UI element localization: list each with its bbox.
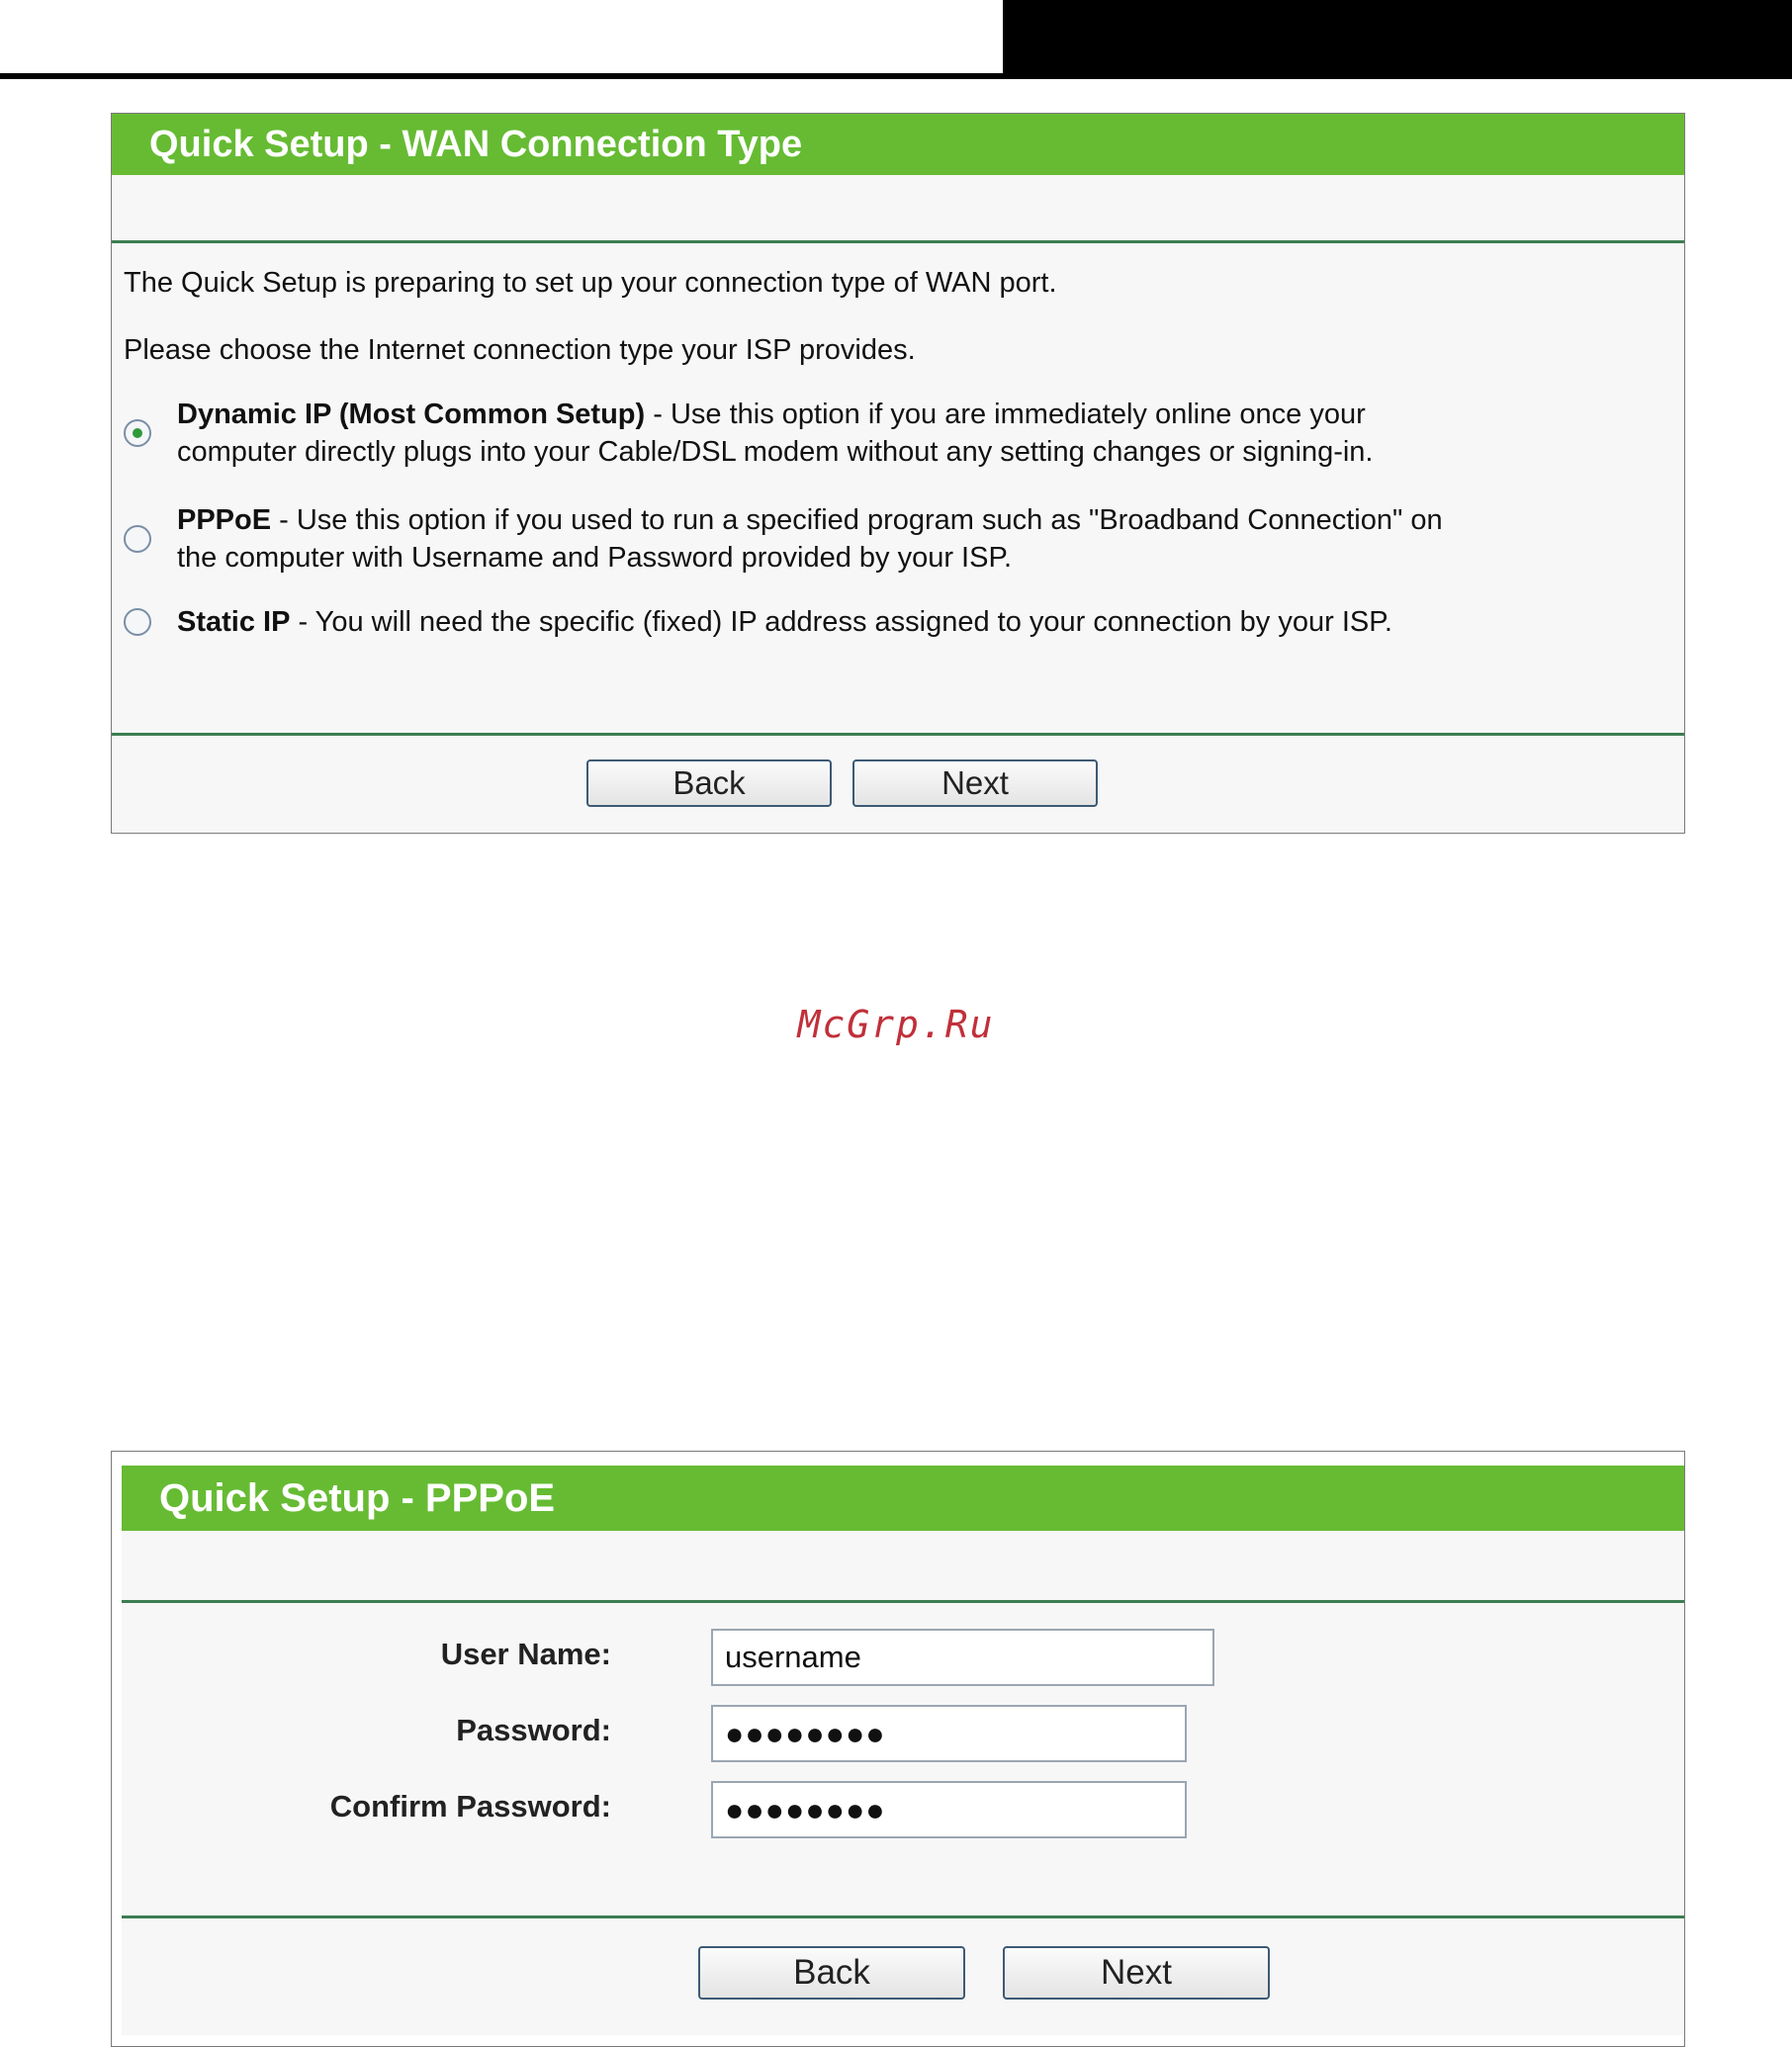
- password-label: Password:: [456, 1713, 611, 1747]
- password-input[interactable]: [711, 1705, 1187, 1762]
- panel-body: [112, 243, 1684, 733]
- radio-static-ip[interactable]: [124, 608, 151, 636]
- pppoe-inner: [122, 1466, 1684, 2035]
- option-pppoe-text: [177, 501, 1443, 577]
- option-dynamic-ip-text: [177, 396, 1374, 471]
- option-name: Dynamic IP (Most Common Setup): [177, 399, 646, 430]
- username-label: User Name:: [440, 1637, 611, 1671]
- intro-text: The Quick Setup is preparing to set up your connection type of WAN port.: [124, 267, 1057, 299]
- option-static-ip[interactable]: [124, 603, 1664, 641]
- back-button[interactable]: Back: [586, 759, 832, 807]
- panel-title: Quick Setup - WAN Connection Type: [112, 114, 1684, 175]
- option-desc-line2: the computer with Username and Password provided by your ISP.: [177, 542, 1013, 574]
- option-pppoe[interactable]: [124, 501, 1664, 577]
- radio-dynamic-ip[interactable]: [124, 419, 151, 447]
- option-name: Static IP: [177, 606, 291, 638]
- panel-title: Quick Setup - PPPoE: [122, 1466, 1684, 1531]
- panel-footer: [112, 733, 1684, 832]
- watermark: McGrp.Ru: [797, 1003, 995, 1046]
- confirm-password-label: Confirm Password:: [329, 1789, 611, 1824]
- next-button[interactable]: Next: [1003, 1946, 1270, 2000]
- pppoe-panel: [111, 1451, 1685, 2047]
- top-black-bar: [1003, 0, 1792, 73]
- option-desc-line1: - Use this option if you used to run a specified program such as "Broadband Connection" on: [271, 504, 1443, 536]
- option-desc-line1: - Use this option if you are immediately online once your: [645, 399, 1366, 430]
- radio-pppoe[interactable]: [124, 525, 151, 553]
- confirm-password-input[interactable]: [711, 1781, 1187, 1838]
- panel-subheader: [112, 175, 1684, 243]
- panel-body: [122, 1603, 1684, 1915]
- next-button[interactable]: Next: [852, 759, 1098, 807]
- top-rule: [0, 73, 1792, 79]
- option-dynamic-ip[interactable]: [124, 396, 1664, 471]
- option-name: PPPoE: [177, 504, 272, 536]
- prompt-text: Please choose the Internet connection type your ISP provides.: [124, 334, 916, 366]
- panel-footer: [122, 1915, 1684, 2035]
- username-input[interactable]: [711, 1629, 1214, 1686]
- wan-connection-type-panel: [111, 113, 1685, 834]
- back-button[interactable]: Back: [698, 1946, 965, 2000]
- option-desc-line2: computer directly plugs into your Cable/DSL modem without any setting changes or signing-in.: [177, 436, 1374, 468]
- option-static-ip-text: [177, 603, 1392, 641]
- panel-subheader: [122, 1531, 1684, 1603]
- option-desc-line1: - You will need the specific (fixed) IP address assigned to your connection by your ISP.: [290, 606, 1392, 638]
